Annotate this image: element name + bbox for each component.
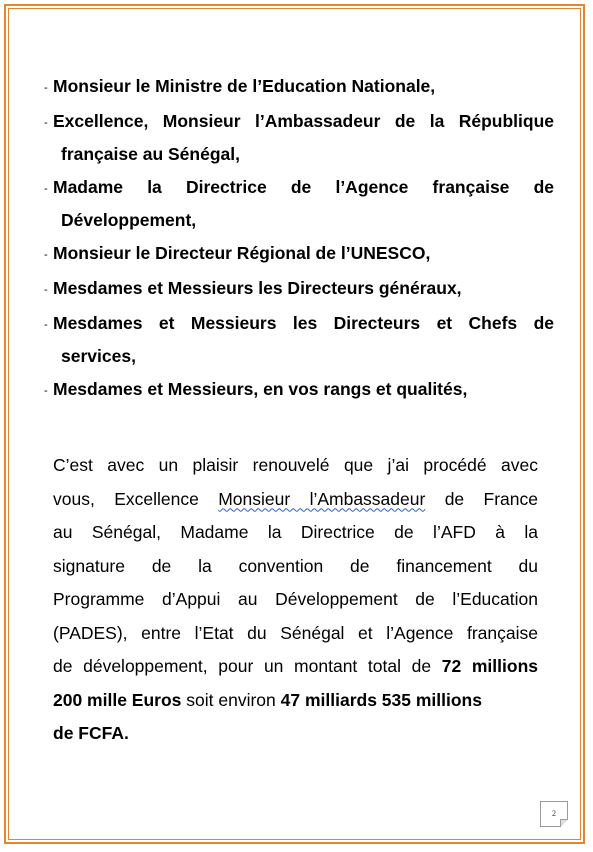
page-number: 2 — [552, 809, 556, 818]
salutation-text — [53, 272, 554, 305]
amount-text: 200 mille Euros — [53, 689, 182, 710]
text-run: soit environ — [181, 689, 281, 710]
paragraph-line: signature de la convention de financement du — [53, 555, 538, 576]
paragraph-line — [53, 650, 538, 684]
amount-text: 72 millions — [441, 656, 538, 676]
paragraph-line: Programme d’Appui au Développement de l’Education — [53, 589, 538, 609]
paragraph-line: C’est avec un plaisir renouvelé que j’ai procédé avec — [53, 455, 538, 475]
salutation-line: Monsieur le Directeur Régional de l’UNESCO, — [53, 243, 431, 263]
salutation-text — [53, 70, 554, 103]
salutation-item — [44, 105, 554, 171]
salutation-line: Monsieur le Ministre de l’Education Nationale, — [53, 76, 436, 96]
list-dash: - — [44, 82, 48, 94]
paragraph-line: au Sénégal, Madame la Directrice de l’AFD à la — [53, 522, 538, 542]
text-run: de France — [425, 488, 539, 509]
salutation-list — [44, 70, 554, 408]
paragraph-line: (PADES), entre l’Etat du Sénégal et l’Agence française — [53, 622, 538, 643]
salutation-item — [44, 272, 554, 307]
salutation-line: Excellence, Monsieur l’Ambassadeur de la République — [53, 111, 554, 131]
salutation-line: Mesdames et Messieurs les Directeurs généraux, — [53, 278, 462, 298]
list-dash: - — [44, 183, 48, 195]
list-dash: - — [44, 117, 48, 129]
salutation-text — [53, 105, 554, 171]
amount-text: de FCFA. — [53, 723, 129, 743]
salutation-line: Madame la Directrice de l’Agence française de — [53, 177, 554, 197]
salutation-item — [44, 237, 554, 272]
page-number-badge — [540, 801, 568, 827]
salutation-text — [53, 171, 554, 237]
salutation-item — [44, 307, 554, 373]
paragraph-line — [53, 483, 538, 517]
spellcheck-underlined-text: Monsieur l’Ambassadeur — [218, 488, 426, 509]
salutation-text — [53, 373, 554, 406]
paragraph-line — [53, 684, 538, 718]
salutation-line: Mesdames et Messieurs les Directeurs et Chefs de — [53, 313, 554, 333]
salutation-text — [53, 307, 554, 373]
text-run: de développement, pour un montant total de — [53, 656, 442, 676]
salutation-line: Développement, — [61, 210, 197, 230]
salutation-item — [44, 70, 554, 105]
salutation-item — [44, 373, 554, 408]
salutation-line: Mesdames et Messieurs, en vos rangs et qualités, — [53, 379, 468, 399]
list-dash: - — [44, 284, 48, 296]
paragraph-line — [53, 717, 538, 751]
salutation-line: française au Sénégal, — [61, 144, 240, 164]
list-dash: - — [44, 385, 48, 397]
body-paragraph — [53, 449, 538, 751]
amount-text: 47 milliards 535 millions — [280, 689, 482, 710]
text-run: vous, Excellence — [53, 488, 219, 509]
list-dash: - — [44, 249, 48, 261]
salutation-line: services, — [61, 346, 136, 366]
salutation-item — [44, 171, 554, 237]
list-dash: - — [44, 319, 48, 331]
salutation-text — [53, 237, 554, 270]
